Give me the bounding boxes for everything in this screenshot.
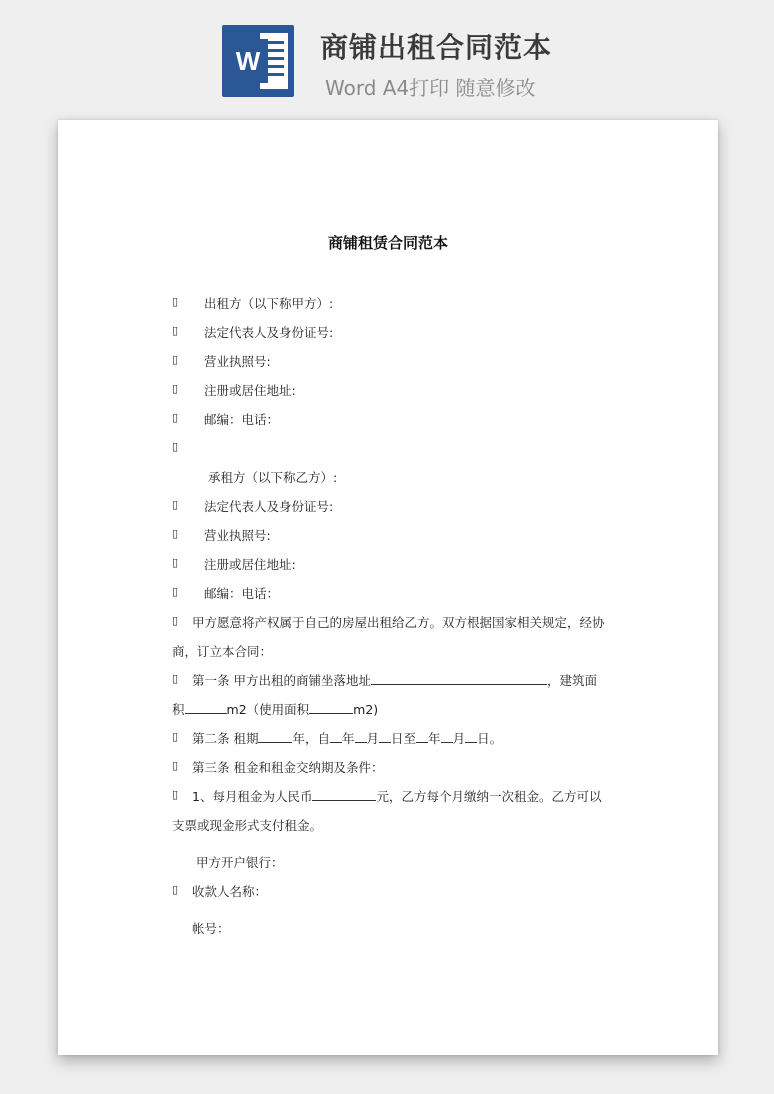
bullet-marker: ▯ — [172, 759, 179, 772]
bank-label: 甲方开户银行： — [196, 855, 284, 870]
bullet-marker: ▯ — [172, 411, 179, 424]
lessee-label: 承租方（以下称乙方）: — [208, 470, 338, 485]
lessor-address: 注册或居住地址: — [204, 383, 296, 398]
lessor-license: 营业执照号: — [204, 354, 271, 369]
preamble-line-2: 商，订立本合同： — [172, 644, 273, 659]
bullet-marker: ▯ — [172, 295, 179, 308]
rent-line-2: 支票或现金形式支付租金。 — [172, 818, 323, 833]
lease-term-text: 第二条 租期 — [192, 731, 259, 746]
word-icon-letter: W — [228, 39, 268, 83]
document-page — [58, 120, 718, 1055]
start-day-blank — [379, 730, 391, 743]
bullet-marker: ▯ — [172, 585, 179, 598]
end-year-blank — [416, 730, 428, 743]
bullet-marker: ▯ — [172, 672, 179, 685]
page-subtitle: Word A4打印 随意修改 — [325, 76, 536, 100]
end-day-blank — [465, 730, 477, 743]
lessor-contact: 邮编：电话： — [204, 412, 280, 427]
bullet-marker: ▯ — [172, 788, 179, 801]
rent-line-1 — [192, 787, 601, 805]
day-to-text: 日至 — [391, 731, 417, 746]
rent-amount-blank — [312, 788, 376, 801]
bullet-marker: ▯ — [172, 353, 179, 366]
rent-text-end: 元，乙方每个月缴纳一次租金。乙方可以 — [376, 789, 602, 804]
bullet-marker: ▯ — [172, 382, 179, 395]
lessee-address: 注册或居住地址: — [204, 557, 296, 572]
years-blank — [258, 730, 292, 743]
account-label: 帐号： — [192, 921, 230, 936]
word-icon — [222, 25, 294, 97]
bullet-marker: ▯ — [172, 556, 179, 569]
lessor-representative: 法定代表人及身份证号: — [204, 325, 334, 340]
month-text: 月 — [366, 731, 380, 746]
article-1-text-end: ，建筑面 — [546, 673, 597, 688]
usable-area-text: m2（使用面积 — [226, 702, 310, 717]
year-text: 年 — [342, 731, 355, 746]
rent-text: 1、每月租金为人民币 — [192, 789, 313, 804]
start-year-blank — [330, 730, 342, 743]
lessee-contact: 邮编：电话： — [204, 586, 280, 601]
bullet-marker: ▯ — [172, 883, 179, 896]
article-1-text: 第一条 甲方出租的商铺坐落地址 — [192, 673, 371, 688]
lessee-representative: 法定代表人及身份证号: — [204, 499, 334, 514]
area-text: 积 — [172, 702, 185, 717]
preamble-line-1: 甲方愿意将产权属于自己的房屋出租给乙方。双方根据国家相关规定，经协 — [192, 615, 605, 630]
payee-label: 收款人名称： — [192, 884, 268, 899]
unit-text: m2) — [353, 702, 379, 717]
article-2-line — [192, 729, 502, 747]
article-1-line-2 — [172, 700, 378, 718]
bullet-marker: ▯ — [172, 614, 179, 627]
month-text: 月 — [452, 731, 466, 746]
bullet-marker: ▯ — [172, 730, 179, 743]
lessee-license: 营业执照号: — [204, 528, 271, 543]
article-1-line-1 — [192, 671, 597, 689]
watermark — [89, 481, 115, 509]
bullet-marker: ▯ — [172, 440, 179, 453]
template-header — [0, 0, 774, 110]
document-title: 商铺租赁合同范本 — [327, 234, 448, 252]
address-blank — [371, 672, 547, 685]
bullet-marker: ▯ — [172, 498, 179, 511]
area-blank — [185, 701, 227, 714]
end-month-blank — [441, 730, 453, 743]
day-text: 日。 — [477, 731, 503, 746]
bullet-marker: ▯ — [172, 324, 179, 337]
from-text: 年，自 — [292, 731, 330, 746]
usable-area-blank — [309, 701, 353, 714]
lessor-label: 出租方（以下称甲方）: — [204, 296, 334, 311]
bullet-marker: ▯ — [172, 527, 179, 540]
article-3-line: 第三条 租金和租金交纳期及条件： — [192, 760, 384, 775]
page-title: 商铺出租合同范本 — [320, 31, 553, 64]
year-text: 年 — [428, 731, 441, 746]
start-month-blank — [355, 730, 367, 743]
